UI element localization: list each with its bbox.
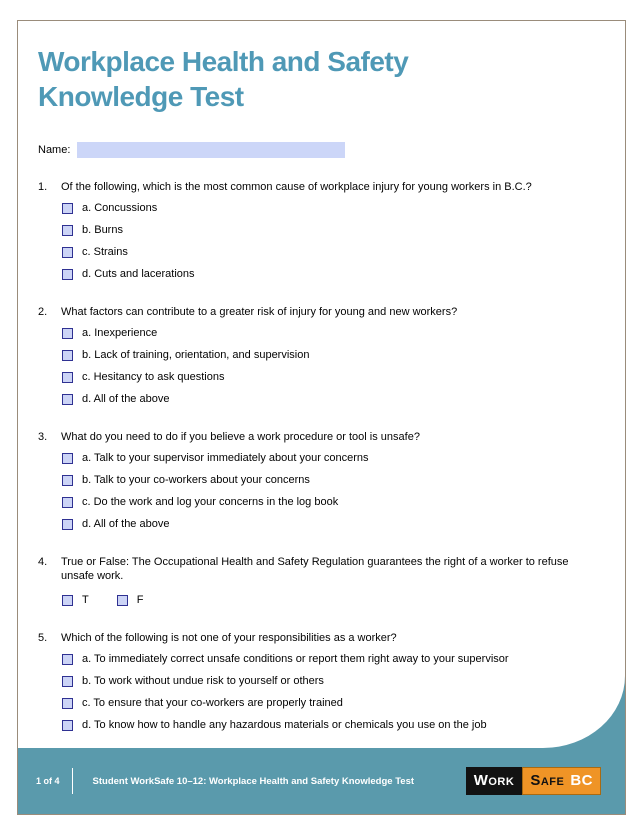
question-text: Which of the following is not one of your responsibilities as a worker? [61, 632, 397, 644]
question-5-options [62, 648, 607, 736]
question-text: What factors can contribute to a greater risk of injury for young and new workers? [61, 306, 458, 318]
checkbox-q1-d[interactable] [62, 269, 73, 280]
option-row [62, 491, 607, 513]
checkbox-q2-c[interactable] [62, 372, 73, 383]
question-3-options [62, 447, 607, 535]
question-4-header [38, 555, 607, 583]
option-row [62, 197, 607, 219]
option-row [62, 241, 607, 263]
option-label: d. Cuts and lacerations [82, 268, 195, 280]
option-label: d. To know how to handle any hazardous materials or chemicals you use on the job [82, 719, 487, 731]
option-row [62, 692, 607, 714]
question-number: 3. [38, 431, 48, 443]
option-row [62, 447, 607, 469]
option-label: F [136, 594, 144, 606]
checkbox-q4-false[interactable] [117, 595, 128, 606]
logo-safe-bc-block [522, 767, 601, 795]
option-row [62, 322, 607, 344]
option-label: c. To ensure that your co-workers are properly trained [82, 697, 343, 709]
question-2 [38, 305, 607, 410]
option-row [62, 344, 607, 366]
checkbox-q5-b[interactable] [62, 676, 73, 687]
question-text: What do you need to do if you believe a work procedure or tool is unsafe? [61, 431, 420, 443]
question-number: 1. [38, 181, 48, 193]
question-2-header [38, 305, 607, 319]
question-4 [38, 555, 607, 611]
option-label: a. Talk to your supervisor immediately about your concerns [82, 452, 369, 464]
checkbox-q3-a[interactable] [62, 453, 73, 464]
footer-bar [18, 748, 625, 814]
option-label: T [82, 594, 89, 606]
question-number: 5. [38, 632, 48, 644]
page-title [38, 44, 607, 114]
option-row [62, 263, 607, 285]
checkbox-q5-c[interactable] [62, 698, 73, 709]
question-2-options [62, 322, 607, 410]
logo-work-text: Work [473, 772, 515, 789]
question-4-options [62, 589, 607, 611]
option-row [117, 594, 144, 606]
name-label: Name: [38, 144, 71, 156]
page-title-line1: Workplace Health and Safety [38, 46, 409, 77]
question-3 [38, 430, 607, 535]
option-label: a. To immediately correct unsafe conditions or report them right away to your supervisor [82, 653, 509, 665]
checkbox-q5-a[interactable] [62, 654, 73, 665]
checkbox-q3-c[interactable] [62, 497, 73, 508]
footer-doc-title: Student WorkSafe 10–12: Workplace Health and Safety Knowledge Test [92, 775, 415, 787]
option-label: d. All of the above [82, 393, 170, 405]
option-row [62, 219, 607, 241]
option-label: a. Concussions [82, 202, 158, 214]
checkbox-q2-d[interactable] [62, 394, 73, 405]
question-number: 4. [38, 556, 48, 568]
checkbox-q2-b[interactable] [62, 350, 73, 361]
option-label: a. Inexperience [82, 327, 158, 339]
page-title-line2: Knowledge Test [38, 81, 244, 112]
question-5-header [38, 631, 607, 645]
option-row [62, 366, 607, 388]
checkbox-q2-a[interactable] [62, 328, 73, 339]
question-text: Of the following, which is the most common cause of workplace injury for young workers in B.C.? [61, 181, 532, 193]
option-row [62, 513, 607, 535]
question-1 [38, 180, 607, 285]
question-5 [38, 631, 607, 736]
option-label: b. Talk to your co-workers about your concerns [82, 474, 310, 486]
checkbox-q1-b[interactable] [62, 225, 73, 236]
footer-divider [72, 768, 73, 794]
question-1-options [62, 197, 607, 285]
option-label: b. To work without undue risk to yourself or others [82, 675, 324, 687]
option-row [62, 388, 607, 410]
checkbox-q3-d[interactable] [62, 519, 73, 530]
option-row [62, 594, 89, 606]
checkbox-q5-d[interactable] [62, 720, 73, 731]
option-row [62, 670, 607, 692]
name-input[interactable] [77, 142, 345, 158]
question-3-header [38, 430, 607, 444]
option-label: b. Burns [82, 224, 123, 236]
option-label: c. Do the work and log your concerns in the log book [82, 496, 339, 508]
checkbox-q3-b[interactable] [62, 475, 73, 486]
option-row [62, 714, 607, 736]
checkbox-q1-c[interactable] [62, 247, 73, 258]
option-label: c. Strains [82, 246, 128, 258]
option-label: d. All of the above [82, 518, 170, 530]
checkbox-q4-true[interactable] [62, 595, 73, 606]
option-label: c. Hesitancy to ask questions [82, 371, 225, 383]
option-label: b. Lack of training, orientation, and supervision [82, 349, 310, 361]
option-row [62, 648, 607, 670]
question-text: True or False: The Occupational Health and Safety Regulation guarantees the right of a worker to refuse unsafe work. [61, 556, 569, 582]
logo-bc-text: BC [570, 772, 593, 789]
document-page [17, 20, 626, 815]
question-1-header [38, 180, 607, 194]
worksafebc-logo [466, 767, 601, 795]
page-indicator: 1 of 4 [36, 776, 60, 786]
logo-work-block [466, 767, 523, 795]
question-number: 2. [38, 306, 48, 318]
name-row [38, 142, 607, 158]
logo-safe-text: Safe [530, 772, 565, 789]
option-row [62, 469, 607, 491]
content-area [18, 21, 625, 748]
checkbox-q1-a[interactable] [62, 203, 73, 214]
